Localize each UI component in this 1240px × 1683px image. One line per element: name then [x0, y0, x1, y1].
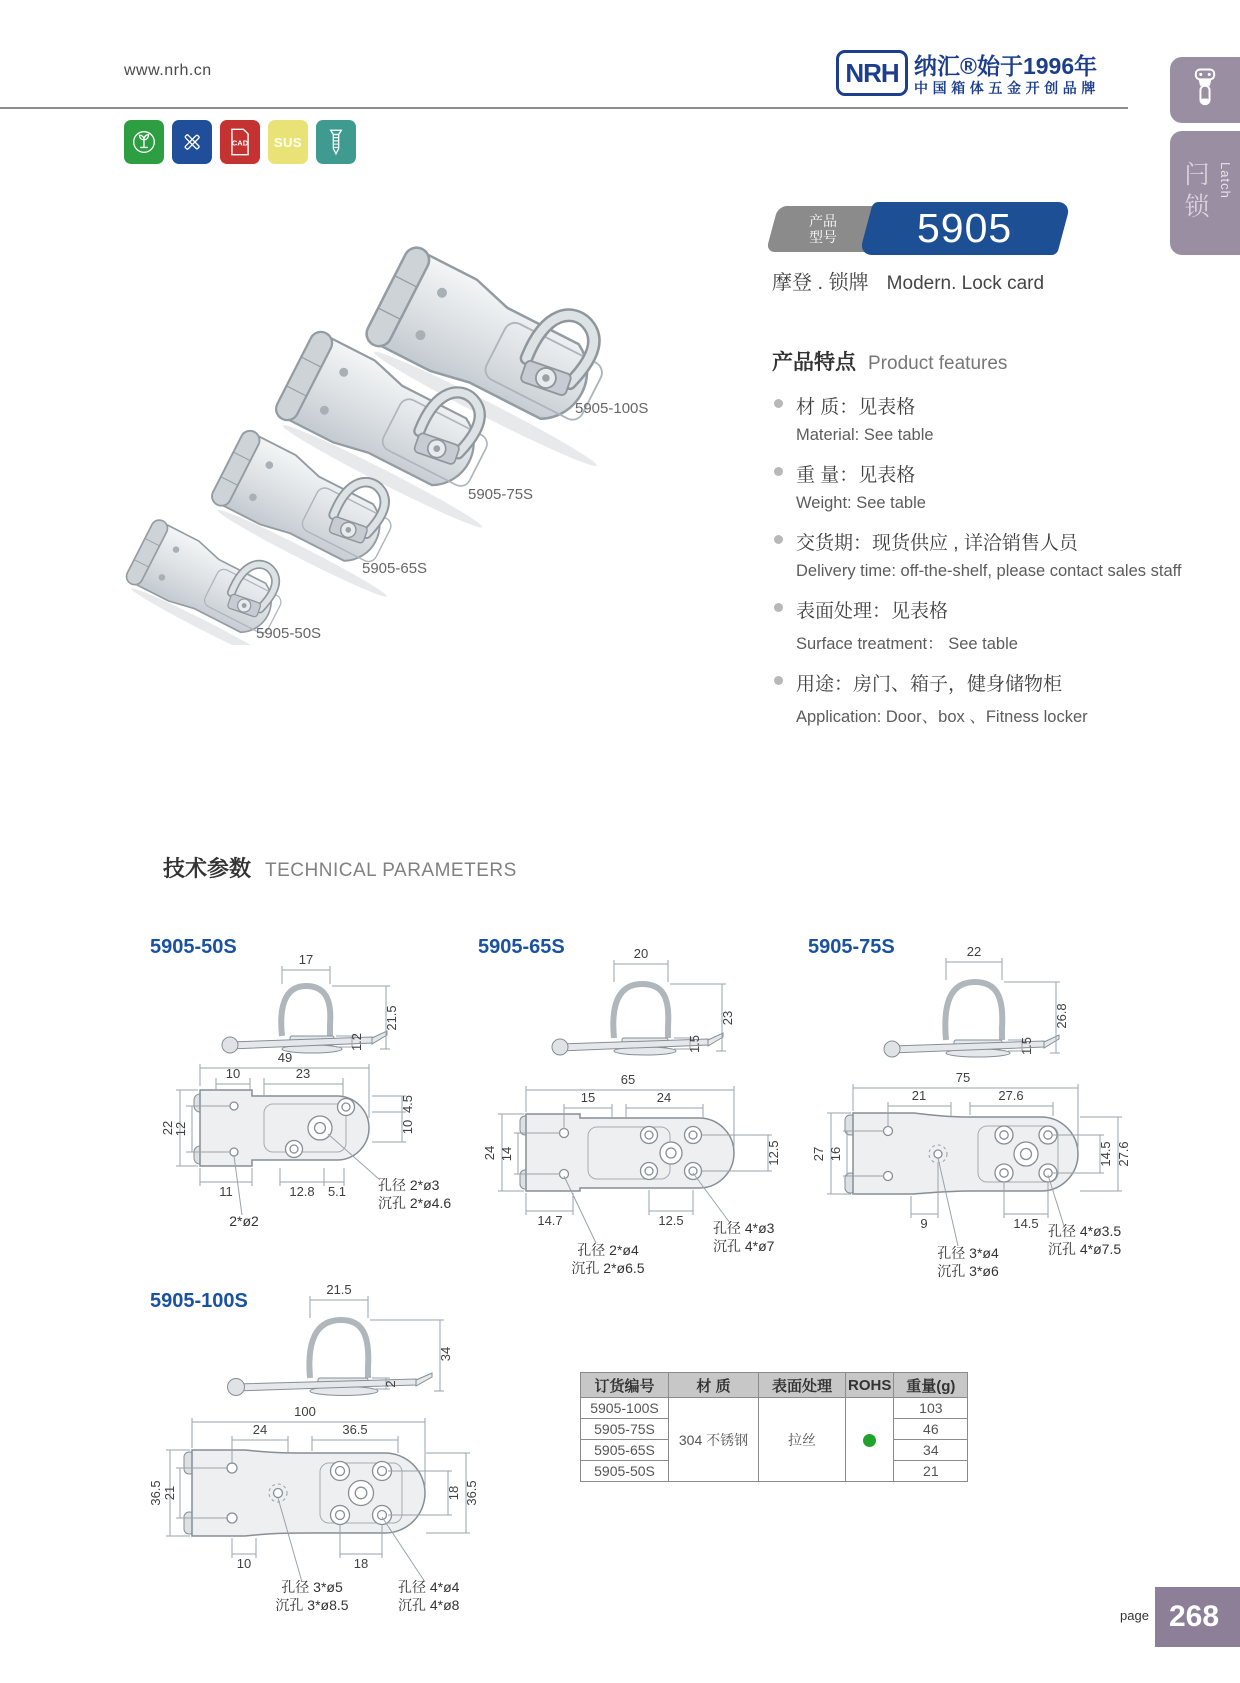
- nrh-logo: [836, 50, 908, 96]
- dim-label: 1.2: [349, 1032, 364, 1052]
- drawing-block-75s: [798, 928, 1140, 1283]
- sidebar-tab-latch-icon[interactable]: [1170, 57, 1240, 123]
- dim-label: 15: [580, 1090, 596, 1105]
- feature-item: [772, 392, 1240, 445]
- feature-zh: 重 量：见表格: [796, 465, 916, 486]
- feature-en: Delivery time: off-the-shelf, please contact sales staff: [796, 562, 1182, 580]
- dim-label: 21.5: [326, 1282, 352, 1297]
- photo-label-75s: 5905-75S: [468, 486, 534, 503]
- drawing-block-100s: [140, 1282, 540, 1612]
- dim-label: 49: [277, 1050, 293, 1065]
- photo-label-100s: 5905-100S: [575, 400, 649, 417]
- plan-view: [811, 1070, 1131, 1279]
- model-number: 5905: [917, 205, 1013, 251]
- feature-zh: 交货期：现货供应 , 详洽销售人员: [796, 533, 1078, 554]
- tech-title-en: TECHNICAL PARAMETERS: [265, 860, 517, 881]
- dim-label: 27: [811, 1146, 826, 1162]
- cell-material: 304 不锈钢: [669, 1398, 759, 1482]
- latch-icon: [1188, 67, 1222, 113]
- feature-en: Weight: See table: [796, 494, 926, 512]
- dim-label: 23: [295, 1066, 311, 1081]
- cell-weight: 103: [894, 1398, 968, 1419]
- brand-title: 纳汇®始于1996年: [914, 53, 1098, 79]
- screw-icon: [316, 120, 356, 164]
- callout-label: 孔径 4*ø3.5: [1048, 1223, 1122, 1239]
- cell-surface: 拉丝: [759, 1398, 846, 1482]
- cell-rohs: [846, 1398, 894, 1482]
- technical-drawing-75s: [798, 928, 1140, 1283]
- dim-label: 21: [911, 1088, 927, 1103]
- page-number: 268: [1169, 1600, 1220, 1633]
- sus-icon: [268, 120, 308, 164]
- col-material: 材 质: [669, 1373, 759, 1398]
- drawing-label-65s: 5905-65S: [478, 936, 565, 958]
- dim-label: 4.5: [400, 1094, 415, 1114]
- dim-label: 14.5: [1098, 1141, 1113, 1167]
- dim-label: 24: [482, 1145, 497, 1161]
- dim-label: 10: [236, 1556, 252, 1571]
- dim-label: 100: [294, 1404, 316, 1419]
- dim-label: 36.5: [464, 1480, 479, 1506]
- col-weight: 重量(g): [894, 1373, 968, 1398]
- product-subtitle-en: Modern. Lock card: [886, 273, 1045, 294]
- cad-label: CAD: [231, 138, 249, 148]
- feature-item: [772, 596, 1240, 654]
- callout-label: 孔径 3*ø5: [281, 1579, 343, 1595]
- dim-label: 24: [656, 1090, 672, 1105]
- dim-label: 36.5: [148, 1480, 163, 1506]
- cell-model: 5905-100S: [581, 1398, 669, 1419]
- photo-label-50s: 5905-50S: [256, 625, 322, 642]
- drawing-block-50s: [140, 928, 470, 1233]
- dim-label: 14: [499, 1146, 514, 1162]
- dim-label: 14.5: [1013, 1216, 1039, 1231]
- cell-weight: 34: [894, 1440, 968, 1461]
- tech-title-zh: 技术参数: [163, 856, 252, 881]
- features-title-zh: 产品特点: [772, 351, 856, 374]
- drawing-label-100s: 5905-100S: [150, 1290, 248, 1312]
- dim-label: 10: [225, 1066, 241, 1081]
- col-order-no: 订货编号: [581, 1373, 669, 1398]
- dim-label: 5.1: [327, 1184, 347, 1199]
- rohs-status-dot: [863, 1434, 876, 1447]
- technical-drawing-65s: [468, 928, 803, 1278]
- dim-label: 23: [720, 1010, 735, 1026]
- model-number-badge: [859, 202, 1071, 255]
- nrh-logo-text: NRH: [845, 57, 899, 88]
- col-surface: 表面处理: [759, 1373, 846, 1398]
- tech-params-title: [163, 852, 517, 883]
- callout-label: 沉孔 3*ø6: [937, 1263, 999, 1279]
- dim-label: 27.6: [1116, 1141, 1131, 1167]
- callout-label: 沉孔 2*ø4.6: [378, 1195, 452, 1211]
- dim-label: 22: [160, 1120, 175, 1136]
- plan-view: [148, 1404, 479, 1612]
- dim-label: 10: [400, 1119, 415, 1135]
- dim-label: 11: [219, 1184, 233, 1199]
- tab-label-zh: 闩锁: [1181, 161, 1209, 225]
- screw-glyph-icon: [323, 127, 349, 157]
- technical-drawing-50s: [140, 928, 470, 1233]
- table-row: [581, 1398, 968, 1419]
- feature-item: [772, 460, 1240, 513]
- cell-weight: 46: [894, 1419, 968, 1440]
- photo-label-65s: 5905-65S: [362, 560, 428, 577]
- plant-icon: [131, 129, 157, 155]
- cert-icon-row: [124, 120, 356, 164]
- feature-zh: 表面处理：见表格: [796, 601, 949, 622]
- feature-item: [772, 528, 1240, 581]
- design-tools-icon: [172, 120, 212, 164]
- callout-label: 沉孔 4*ø8: [398, 1597, 460, 1612]
- model-tag-line2: 型号: [809, 229, 837, 245]
- side-view: [884, 944, 1069, 1057]
- website-url: www.nrh.cn: [124, 62, 212, 79]
- dim-label: 12: [173, 1121, 188, 1137]
- callout-label: 沉孔 4*ø7: [713, 1238, 775, 1254]
- dim-label: 18: [446, 1485, 461, 1501]
- callout-label: 2*ø2: [229, 1213, 259, 1229]
- feature-en: Material: See table: [796, 426, 934, 444]
- dim-label: 34: [438, 1346, 453, 1362]
- cell-model: 5905-65S: [581, 1440, 669, 1461]
- cell-model: 5905-50S: [581, 1461, 669, 1482]
- dim-label: 12.5: [658, 1213, 684, 1228]
- callout-label: 孔径 3*ø4: [937, 1245, 999, 1261]
- dim-label: 17: [298, 952, 314, 967]
- product-subtitle-zh: 摩登 . 锁牌: [772, 272, 869, 294]
- dim-label: 27.6: [998, 1088, 1024, 1103]
- side-view: [228, 1282, 454, 1396]
- dim-label: 22: [966, 944, 982, 959]
- feature-item: [772, 669, 1240, 727]
- feature-zh: 用途：房门、箱子，健身储物柜: [796, 674, 1063, 695]
- dim-label: 24: [252, 1422, 268, 1437]
- side-view: [222, 952, 399, 1053]
- plan-view: [160, 1050, 451, 1229]
- cell-weight: 21: [894, 1461, 968, 1482]
- spec-header-row: [581, 1373, 968, 1398]
- callout-label: 孔径 4*ø3: [713, 1220, 775, 1236]
- page-label: page: [1120, 1608, 1149, 1623]
- col-rohs: ROHS: [846, 1373, 894, 1398]
- feature-zh: 材 质：见表格: [796, 397, 916, 418]
- dim-label: 12.5: [766, 1140, 781, 1166]
- feature-en: Application: Door、box 、Fitness locker: [796, 708, 1088, 726]
- tab-label-en: Latch: [1218, 161, 1233, 199]
- dim-label: 36.5: [342, 1422, 368, 1437]
- callout-label: 孔径 4*ø4: [398, 1579, 460, 1595]
- callout-label: 沉孔 2*ø6.5: [571, 1260, 645, 1276]
- dim-label: 9: [920, 1216, 928, 1231]
- feature-en: Surface treatment： See table: [796, 635, 1018, 653]
- sidebar-tab-latch[interactable]: [1170, 131, 1240, 255]
- cad-file-icon: [226, 127, 254, 157]
- technical-drawing-100s: [140, 1282, 540, 1612]
- model-tag-line1: 产品: [809, 212, 837, 229]
- dim-label: 75: [955, 1070, 971, 1085]
- dim-label: 14.7: [537, 1213, 563, 1228]
- dim-label: 21: [162, 1485, 177, 1501]
- eco-icon: [124, 120, 164, 164]
- dim-label: 12.8: [289, 1184, 315, 1199]
- spec-table: [580, 1372, 968, 1482]
- callout-label: 孔径 2*ø4: [577, 1242, 639, 1258]
- product-features: [772, 346, 1240, 742]
- dim-label: 18: [353, 1556, 369, 1571]
- header-divider: [0, 107, 1128, 109]
- dim-label: 21.5: [384, 1005, 399, 1031]
- features-title-en: Product features: [868, 353, 1008, 374]
- callout-label: 沉孔 4*ø7.5: [1048, 1241, 1122, 1257]
- cell-model: 5905-75S: [581, 1419, 669, 1440]
- page-number-badge: [1155, 1587, 1240, 1647]
- dim-label: 1.5: [687, 1034, 702, 1054]
- product-subtitle: [772, 266, 1044, 295]
- callout-label: 沉孔 3*ø8.5: [275, 1597, 349, 1612]
- dim-label: 1.5: [1019, 1036, 1034, 1056]
- dim-label: 20: [633, 946, 649, 961]
- dim-label: 65: [620, 1072, 636, 1087]
- dim-label: 16: [828, 1146, 843, 1162]
- drawing-label-75s: 5905-75S: [808, 936, 895, 958]
- crossed-tools-icon: [179, 129, 205, 155]
- sus-label: SUS: [273, 134, 303, 150]
- drawing-block-65s: [468, 928, 803, 1278]
- side-view: [552, 946, 735, 1055]
- dim-label: 26.8: [1054, 1003, 1069, 1029]
- dim-label: 2: [383, 1380, 398, 1388]
- drawing-label-50s: 5905-50S: [150, 936, 237, 958]
- cad-icon: [220, 120, 260, 164]
- plan-view: [482, 1072, 781, 1276]
- callout-label: 孔径 2*ø3: [378, 1177, 440, 1193]
- brand-subtitle: 中国箱体五金开创品牌: [914, 80, 1100, 96]
